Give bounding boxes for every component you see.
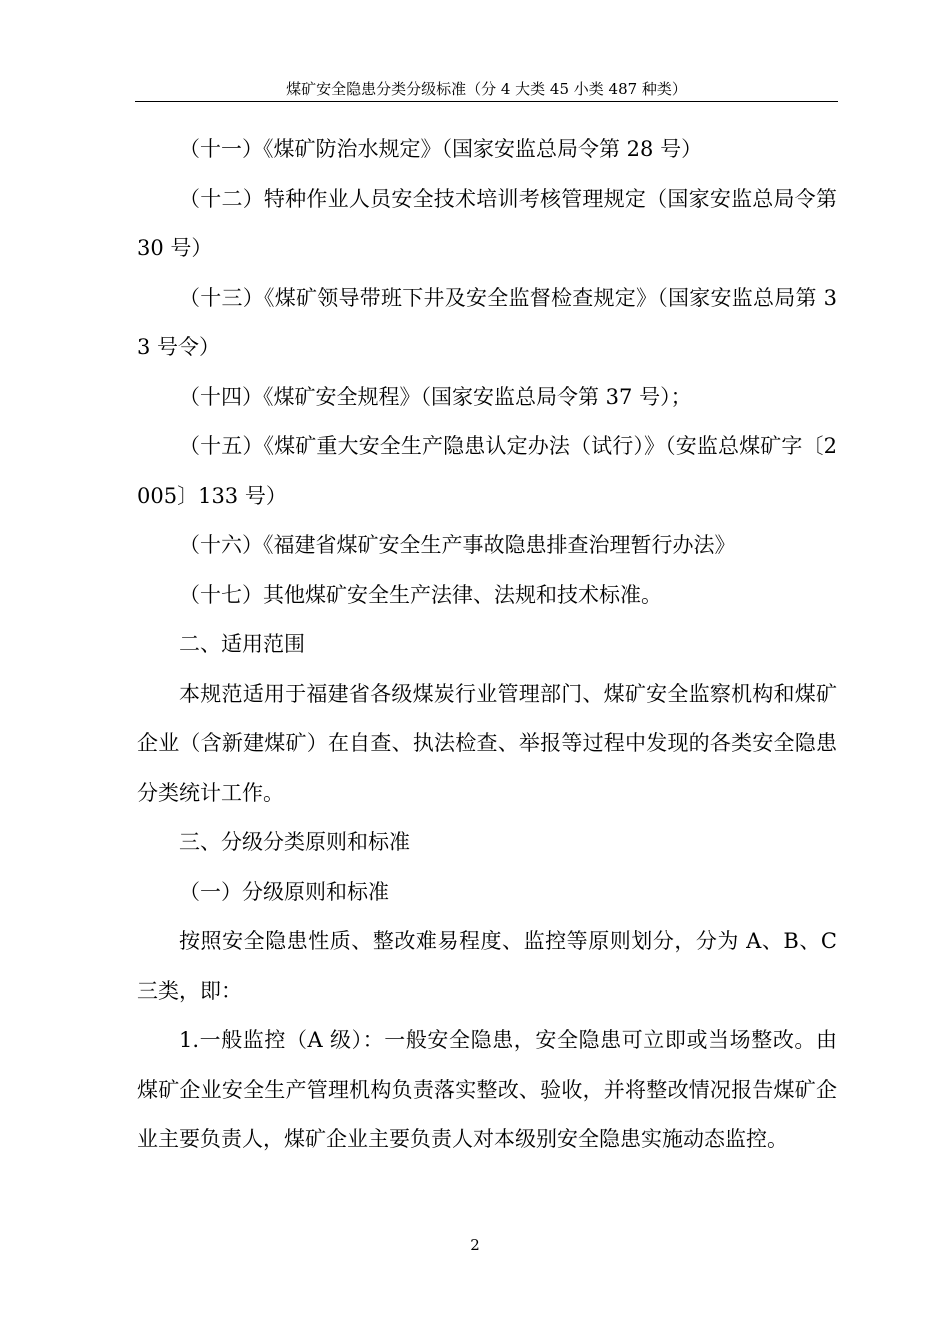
paragraph-12: （十二）特种作业人员安全技术培训考核管理规定（国家安监总局令第 30 号） (137, 186, 837, 260)
paragraph-13: （十三）《煤矿领导带班下井及安全监督检查规定》（国家安监总局第 33 号令） (137, 285, 837, 359)
section-heading-scope: 二、适用范围 (179, 632, 305, 656)
subsection-heading-grading: （一）分级原则和标准 (179, 879, 389, 904)
page-number: 2 (470, 1236, 480, 1254)
grading-intro-paragraph: 按照安全隐患性质、整改难易程度、监控等原则划分，分为 A、B、C 三类，即： (137, 929, 837, 1003)
document-body (137, 125, 837, 1165)
scope-paragraph: 本规范适用于福建省各级煤炭行业管理部门、煤矿安全监察机构和煤矿企业（含新建煤矿）在自查、执法检查、举报等过程中发现的各类安全隐患分类统计工作。 (137, 681, 837, 805)
section-heading-classification: 三、分级分类原则和标准 (179, 830, 410, 854)
header-divider (135, 101, 838, 102)
paragraph-11: （十一）《煤矿防治水规定》（国家安监总局令第 28 号） (179, 137, 703, 161)
page-header-title: 煤矿安全隐患分类分级标准（分 4 大类 45 小类 487 种类） (286, 80, 687, 98)
paragraph-15: （十五）《煤矿重大安全生产隐患认定办法（试行）》（安监总煤矿字〔2005〕133 号） (137, 434, 837, 508)
paragraph-14: （十四）《煤矿安全规程》（国家安监总局令第 37 号）； (179, 384, 692, 409)
paragraph-16: （十六）《福建省煤矿安全生产事故隐患排查治理暂行办法》 (179, 533, 736, 557)
grade-a-paragraph: 1.一般监控（A 级）：一般安全隐患，安全隐患可立即或当场整改。由煤矿企业安全生产管理机构负责落实整改、验收，并将整改情况报告煤矿企业主要负责人，煤矿企业主要负责人对本级别安全隐患实施动态监控。 (137, 1028, 837, 1151)
paragraph-17: （十七）其他煤矿安全生产法律、法规和技术标准。 (179, 582, 662, 607)
